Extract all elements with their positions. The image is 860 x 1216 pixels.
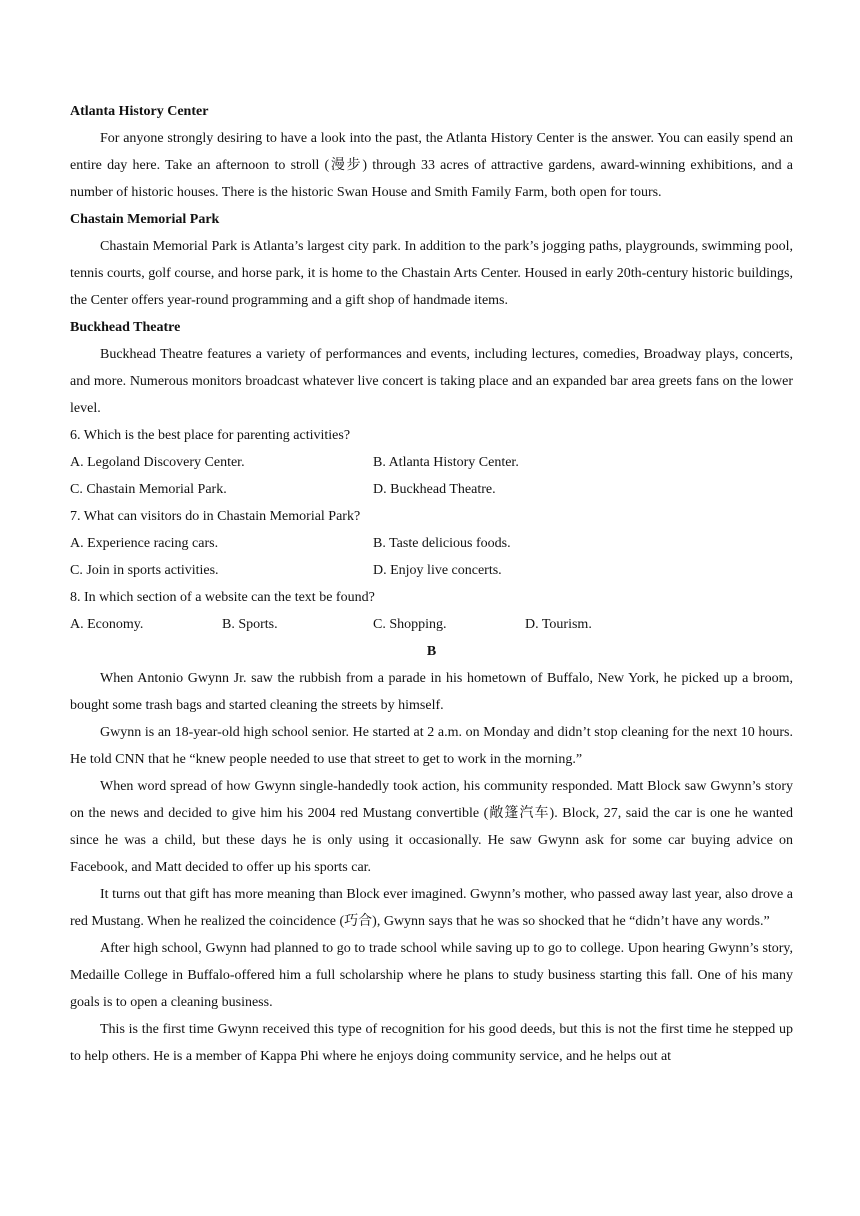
question-8-options — [70, 611, 793, 638]
place-title-buckhead-theatre: Buckhead Theatre — [70, 320, 181, 335]
place-text-buckhead-theatre: Buckhead Theatre features a variety of performances and events, including lectures, comedies, Broadway plays, concerts, and more. Numerous monitors broadcast whatever live concert is taking place and an expanded bar area greets fans on the lower level. — [70, 347, 793, 416]
option-c: C. Chastain Memorial Park. — [70, 482, 227, 497]
place-title-atlanta-history-center: Atlanta History Center — [70, 104, 209, 119]
question-8: 8. In which section of a website can the text be found? — [70, 590, 375, 605]
option-a: A. Legoland Discovery Center. — [70, 455, 245, 470]
option-b: B. Taste delicious foods. — [373, 536, 511, 551]
option-c: C. Join in sports activities. — [70, 563, 219, 578]
question-7-options — [70, 530, 793, 584]
passage-b-paragraph-2: Gwynn is an 18-year-old high school senior. He started at 2 a.m. on Monday and didn’t stop cleaning for the next 10 hours. He told CNN that he “knew people needed to use that street to get to work in the morning.” — [70, 725, 793, 767]
passage-b-paragraph-4: It turns out that gift has more meaning than Block ever imagined. Gwynn’s mother, who passed away last year, also drove a red Mustang. When he realized the coincidence (巧合), Gwynn says that he was so shocked that he “didn’t have any words.” — [70, 887, 793, 929]
place-text-atlanta-history-center: For anyone strongly desiring to have a look into the past, the Atlanta History Center is the answer. You can easily spend an entire day here. Take an afternoon to stroll (漫步) through 33 acres of attractive gardens, award-winning exhibitions, and a number of historic houses. There is the historic Swan House and Smith Family Farm, both open for tours. — [70, 131, 793, 200]
option-b: B. Atlanta History Center. — [373, 455, 519, 470]
passage-b-paragraph-1: When Antonio Gwynn Jr. saw the rubbish from a parade in his hometown of Buffalo, New York, he picked up a broom, bought some trash bags and started cleaning the streets by himself. — [70, 671, 793, 713]
option-d: D. Tourism. — [525, 617, 592, 632]
question-6-options — [70, 449, 793, 503]
place-text-chastain-memorial-park: Chastain Memorial Park is Atlanta’s largest city park. In addition to the park’s jogging paths, playgrounds, swimming pool, tennis courts, golf course, and horse park, it is home to the Chastain Arts Center. Housed in early 20th-century historic buildings, the Center offers year-round programming and a gift shop of handmade items. — [70, 239, 793, 308]
option-c: C. Shopping. — [373, 617, 447, 632]
passage-b-paragraph-5: After high school, Gwynn had planned to go to trade school while saving up to go to college. Upon hearing Gwynn’s story, Medaille College in Buffalo-offered him a full scholarship where he plans to study business starting this fall. One of his many goals is to open a cleaning business. — [70, 941, 793, 1010]
option-b: B. Sports. — [222, 617, 278, 632]
option-a: A. Experience racing cars. — [70, 536, 219, 551]
section-heading-b: B — [426, 644, 437, 659]
place-title-chastain-memorial-park: Chastain Memorial Park — [70, 212, 220, 227]
passage-b-paragraph-6: This is the first time Gwynn received this type of recognition for his good deeds, but this is not the first time he stepped up to help others. He is a member of Kappa Phi where he enjoys doing community service, and he helps out at — [70, 1022, 793, 1064]
question-7: 7. What can visitors do in Chastain Memorial Park? — [70, 509, 361, 524]
passage-b-paragraph-3: When word spread of how Gwynn single-handedly took action, his community responded. Matt Block saw Gwynn’s story on the news and decided to give him his 2004 red Mustang convertible (敞篷汽车). Block, 27, said the car is one he wanted since he was a child, but these days he is only using it occasionally. He saw Gwynn ask for some car buying advice on Facebook, and Matt decided to offer up his sports car. — [70, 779, 793, 875]
option-d: D. Enjoy live concerts. — [373, 563, 502, 578]
option-d: D. Buckhead Theatre. — [373, 482, 496, 497]
question-6: 6. Which is the best place for parenting activities? — [70, 428, 351, 443]
option-a: A. Economy. — [70, 617, 144, 632]
